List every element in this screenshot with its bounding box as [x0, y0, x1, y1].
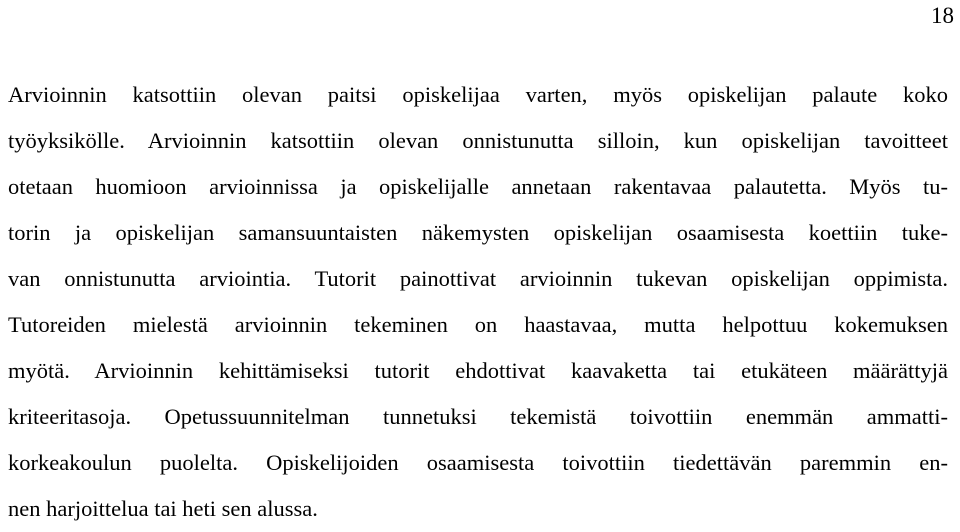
paragraph-line: van onnistunutta arviointia. Tutorit painottivat arvioinnin tukevan opiskelijan oppimista. — [8, 266, 948, 291]
page-number: 18 — [931, 3, 954, 28]
paragraph-line: myötä. Arvioinnin kehittämiseksi tutorit ehdottivat kaavaketta tai etukäteen määrättyjä — [8, 358, 948, 383]
paragraph-line: torin ja opiskelijan samansuuntaisten näkemysten opiskelijan osaamisesta koettiin tuke- — [8, 220, 948, 245]
paragraph-line: otetaan huomioon arvioinnissa ja opiskelijalle annetaan rakentavaa palautetta. Myös tu- — [8, 174, 948, 199]
paragraph-line: Tutoreiden mielestä arvioinnin tekeminen on haastavaa, mutta helpottuu kokemuksen — [8, 312, 948, 337]
paragraph-line: työyksikölle. Arvioinnin katsottiin olevan onnistunutta silloin, kun opiskelijan tavoitteet — [8, 128, 948, 153]
paragraph-line: Arvioinnin katsottiin olevan paitsi opiskelijaa varten, myös opiskelijan palaute koko — [8, 82, 948, 107]
paragraph-line: korkeakoulun puolelta. Opiskelijoiden osaamisesta toivottiin tiedettävän paremmin en- — [8, 450, 948, 475]
paragraph-line: nen harjoittelua tai heti sen alussa. — [8, 496, 318, 521]
body-paragraph — [8, 72, 948, 532]
paragraph-line: kriteeritasoja. Opetussuunnitelman tunnetuksi tekemistä toivottiin enemmän ammatti- — [8, 404, 948, 429]
